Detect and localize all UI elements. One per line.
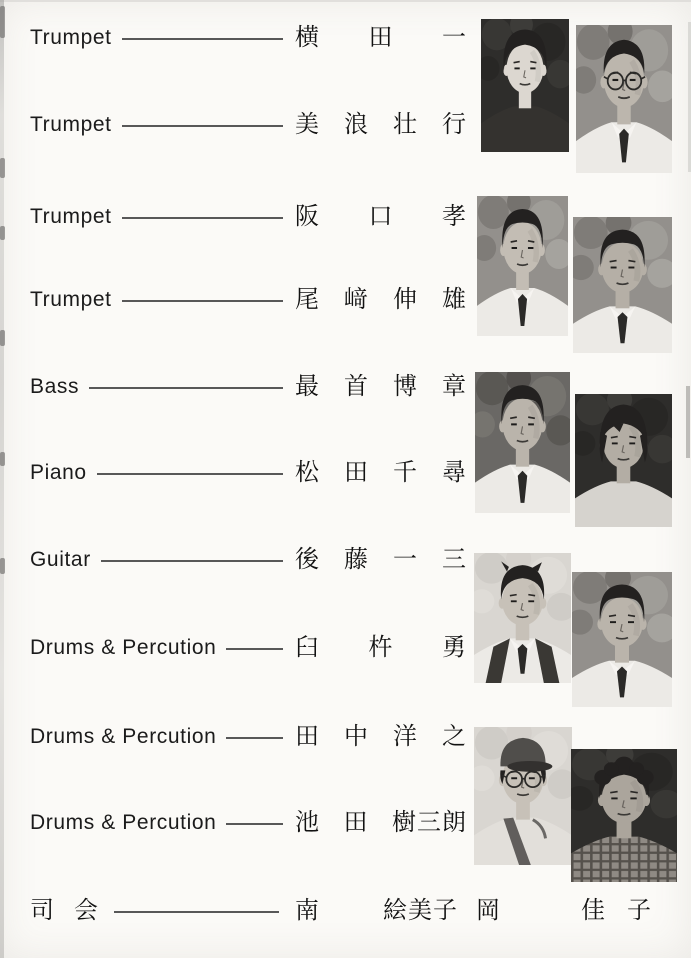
name-char: 阪 [295,203,320,230]
name-char: 伸 [393,286,418,313]
name-char: 佳 [581,897,605,924]
name-char: 三 [442,546,467,573]
portrait-photo [481,19,569,152]
name-char: 中 [344,723,369,750]
member-row [30,372,467,402]
instrument-label: Trumpet [30,26,112,49]
member-row [30,23,467,53]
member-name [295,113,467,137]
member-name [295,461,467,485]
instrument-label: Trumpet [30,288,112,311]
name-char: 田 [295,723,320,750]
member-row [30,202,467,232]
name-char: 岡 [476,897,500,924]
leader-line [122,125,283,127]
scan-artifact [0,558,5,574]
name-char: 尾 [295,286,320,313]
member-name [295,26,467,50]
member-row [30,808,467,838]
scan-artifact [0,0,691,2]
instrument-label: Drums & Percution [30,636,217,659]
name-char: 臼 [295,634,320,661]
instrument-label: Guitar [30,548,91,571]
name-char: 尋 [442,459,467,486]
name-char: 南 [295,897,319,924]
portrait-photo [474,727,572,865]
member-row [30,458,467,488]
portrait-photo [477,196,568,336]
instrument-label: Trumpet [30,205,112,228]
name-char: 松 [295,459,320,486]
member-name [295,811,467,835]
portrait-photo [576,25,672,173]
scan-artifact [0,226,5,240]
leader-line [122,38,283,40]
mc-role-char: 会 [74,897,98,924]
name-char: 横 [295,24,320,51]
name-char: 壮 [393,111,418,138]
member-row [30,722,467,752]
scan-artifact [0,0,4,958]
name-char: 孝 [442,203,467,230]
member-row [30,285,467,315]
mc-role-label [30,899,98,923]
name-char: 一 [442,24,467,51]
name-char: 浪 [344,111,369,138]
member-name [295,288,467,312]
name-char: 首 [344,373,369,400]
instrument-label: Trumpet [30,113,112,136]
name-char: 田 [343,809,369,836]
name-char: 千 [393,459,418,486]
instrument-label: Piano [30,461,87,484]
name-char: 美 [295,111,320,138]
portrait-photo [474,553,571,683]
name-char: 田 [368,24,394,51]
member-row [30,110,467,140]
scan-artifact [0,6,5,38]
scan-artifact [0,452,5,466]
name-char: 口 [368,203,394,230]
name-char: 行 [442,111,467,138]
name-char: 杵 [368,634,394,661]
portrait-photo [575,394,672,527]
name-char: 池 [295,809,320,836]
member-name [295,375,467,399]
name-char: 博 [393,373,418,400]
portrait-photo [571,749,677,882]
scan-artifact [0,158,5,178]
name-char: 章 [442,373,467,400]
leader-line [226,823,283,825]
leader-line [97,473,283,475]
member-name [295,636,467,660]
name-char: 藤 [344,546,369,573]
name-char: 洋 [393,723,418,750]
instrument-label: Bass [30,375,80,398]
leader-line [122,300,283,302]
portrait-photo [573,217,672,353]
name-char: 後 [295,546,320,573]
name-char: 一 [393,546,418,573]
portrait-photo [572,572,672,707]
leader-line [114,911,279,913]
member-name [295,725,467,749]
name-char: 田 [344,459,369,486]
leader-line [226,737,283,739]
mc-row [30,895,655,927]
name-char: 﨑 [344,286,369,313]
member-name [295,548,467,572]
leader-line [226,648,283,650]
mc-role-char: 司 [30,897,54,924]
name-char: 之 [442,723,467,750]
name-char: 勇 [442,634,467,661]
leader-line [101,560,283,562]
scan-artifact [0,330,5,346]
name-char: 樹三朗 [392,809,467,836]
member-name [295,205,467,229]
instrument-label: Drums & Percution [30,811,217,834]
instrument-label: Drums & Percution [30,725,217,748]
portrait-photo [475,372,570,513]
member-row [30,545,467,575]
name-char: 雄 [442,286,467,313]
member-row [30,633,467,663]
name-char: 最 [295,373,320,400]
name-char: 子 [627,897,651,924]
leader-line [89,387,283,389]
name-char: 絵美子 [383,897,458,924]
leader-line [122,217,283,219]
scan-artifact [686,386,690,458]
mc-names [295,899,655,923]
